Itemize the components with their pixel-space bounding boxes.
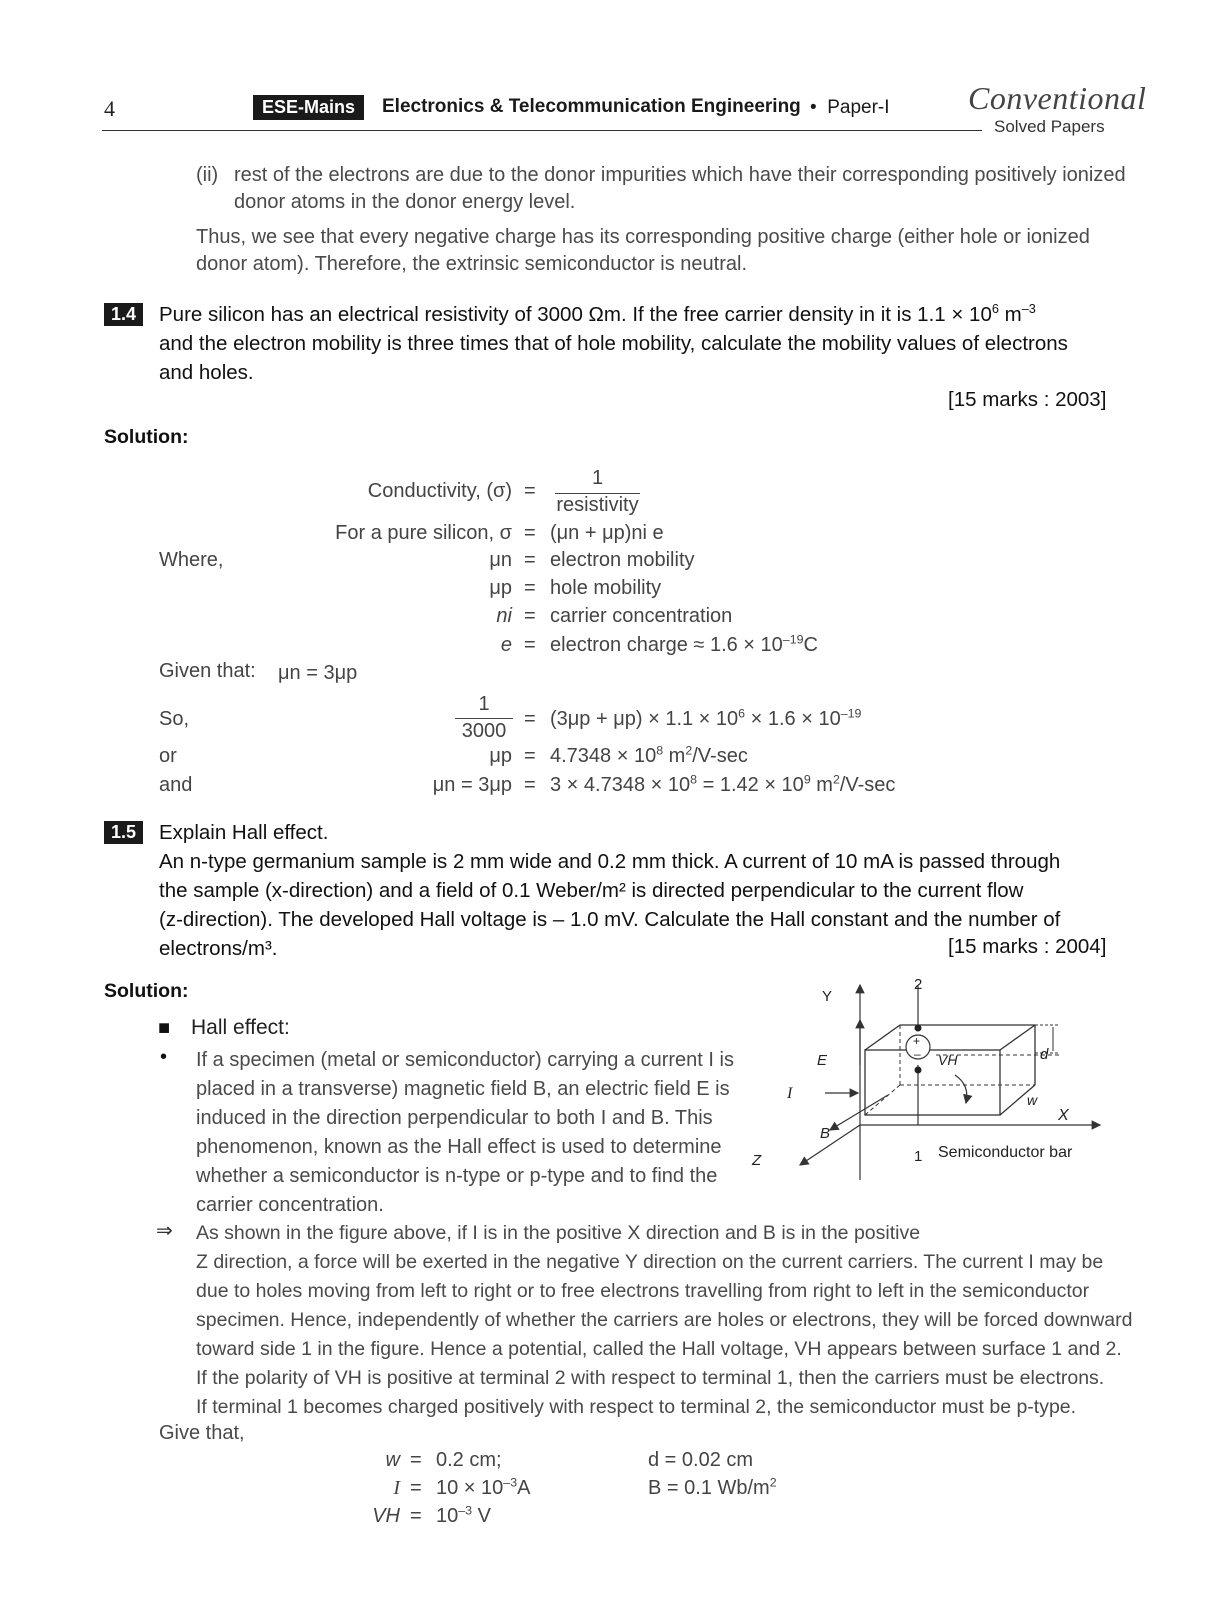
paragraph-line: As shown in the figure above, if I is in the positive X direction and B is in the positive: [196, 1222, 921, 1244]
and-lhs: μn = 3μp: [432, 774, 512, 796]
mu-p-symbol: μp: [489, 577, 512, 599]
equals-sign: =: [410, 1449, 422, 1471]
fraction-numerator: 1: [591, 467, 604, 489]
semiconductor-bar: [865, 1050, 1000, 1115]
brand-subtitle: Solved Papers: [994, 117, 1105, 136]
q14-line1: Pure silicon has an electrical resistivity of 3000 Ωm. If the free carrier density in it is 1.1 × 10: [159, 303, 992, 326]
header-rule: [102, 130, 982, 131]
current-symbol: I: [393, 1477, 400, 1499]
q14-line1-exp: 6: [991, 301, 999, 317]
w-value: 0.2 cm;: [436, 1449, 502, 1471]
label-e: E: [817, 1052, 828, 1069]
figure-caption: Semiconductor bar: [938, 1144, 1073, 1161]
header-paper-label: Paper-I: [827, 97, 890, 118]
magnetic-field-text: B = 0.1 Wb/m: [648, 1477, 770, 1499]
so-rhs-a: (3μp + μp) × 1.1 × 10: [550, 708, 739, 730]
so-fraction-bar: [455, 718, 513, 719]
q14-line2: and the electron mobility is three times that of hole mobility, calculate the mobility values of electrons: [159, 332, 1068, 355]
intro-item-line1: rest of the electrons are due to the donor impurities which have their corresponding positively ionized: [234, 164, 1126, 186]
mu-p-symbol: μp: [489, 745, 512, 767]
given-that-label: Give that,: [159, 1422, 245, 1444]
equals-sign: =: [524, 708, 536, 730]
paragraph-line: carrier concentration.: [196, 1194, 384, 1216]
hall-explanation-paragraph: [196, 1219, 1133, 1422]
equals-sign: =: [524, 605, 536, 627]
equals-sign: =: [524, 745, 536, 767]
q14-line3: and holes.: [159, 361, 254, 384]
intro-conclusion-line1: Thus, we see that every negative charge has its corresponding positive charge (either hole or ionized: [196, 226, 1090, 248]
q14-line1-unit: m: [998, 303, 1022, 326]
label-y: Y: [822, 988, 833, 1005]
magnetic-field-value: [648, 1477, 777, 1500]
and-rhs-unit-exp: 2: [832, 772, 840, 787]
hall-voltage-unit: V: [472, 1505, 491, 1527]
magnetic-field-exp: 2: [769, 1475, 777, 1490]
series-badge: ESE-Mains: [253, 95, 364, 120]
fraction-denominator: resistivity: [556, 494, 639, 516]
equals-sign: =: [524, 634, 536, 656]
d-value: d = 0.02 cm: [648, 1449, 754, 1471]
q15-line4: (z-direction). The developed Hall voltage is – 1.0 mV. Calculate the Hall constant and the number of: [159, 908, 1061, 931]
or-rhs-tail: /V-sec: [692, 745, 748, 767]
header-bullet: •: [810, 97, 817, 118]
equals-sign: =: [524, 577, 536, 599]
voltmeter-plus: +: [913, 1034, 921, 1048]
equals-sign: =: [524, 549, 536, 571]
q15-line5: electrons/m³.: [159, 937, 278, 960]
hall-voltage-text: 10: [436, 1505, 459, 1527]
and-rhs-unit: m: [810, 774, 833, 796]
label-i: I: [787, 1085, 793, 1102]
paragraph-line: If a specimen (metal or semiconductor) carrying a current I is: [196, 1049, 734, 1071]
paragraph-line: specimen. Hence, independently of whether the carriers are holes or electrons, they will be forced downward: [196, 1309, 1133, 1331]
electron-charge-unit: C: [803, 634, 818, 656]
equals-sign: =: [524, 774, 536, 796]
paragraph-line: toward side 1 in the figure. Hence a potential, called the Hall voltage, VH appears between surface 1 and 2.: [196, 1338, 1122, 1360]
and-rhs-a: 3 × 4.7348 × 10: [550, 774, 691, 796]
current-value-unit: A: [517, 1477, 531, 1499]
label-vh: VH: [938, 1052, 958, 1068]
equals-sign: =: [524, 522, 536, 544]
q15-line1: Explain Hall effect.: [159, 821, 329, 844]
where-label: Where,: [159, 549, 224, 571]
given-label: Given that:: [159, 660, 256, 682]
question-number: 1.5: [104, 821, 143, 844]
intro-item-line2: donor atoms in the donor energy level.: [234, 191, 576, 213]
voltmeter-minus: –: [914, 1047, 921, 1061]
paragraph-line: due to holes moving from left to right or to free electrons travelling from right to left in the semiconductor: [196, 1280, 1090, 1302]
label-d: d: [1040, 1046, 1049, 1063]
so-fraction-numerator: 1: [478, 693, 490, 715]
paragraph-line: If the polarity of VH is positive at terminal 2 with respect to terminal 1, then the carriers must be electrons.: [196, 1367, 1105, 1389]
hall-effect-figure: [752, 975, 1130, 1195]
current-value: [436, 1477, 530, 1500]
so-rhs-exp2: –19: [840, 706, 862, 721]
label-b: B: [820, 1125, 831, 1142]
equals-sign: =: [410, 1505, 422, 1527]
so-rhs-exp1: 6: [738, 706, 746, 721]
q15-line3: the sample (x-direction) and a field of 0.1 Weber/m² is directed perpendicular to the current flow: [159, 879, 1024, 902]
or-label: or: [159, 745, 177, 767]
intro-conclusion-line2: donor atom). Therefore, the extrinsic semiconductor is neutral.: [196, 253, 747, 275]
label-terminal-2: 2: [914, 976, 923, 993]
hole-mobility-def: hole mobility: [550, 577, 662, 599]
q14-line1-unit-exp: –3: [1021, 301, 1036, 317]
q14-marks: [15 marks : 2003]: [948, 388, 1107, 411]
square-bullet: ■: [158, 1017, 171, 1039]
current-value-text: 10 × 10: [436, 1477, 504, 1499]
given-equation: μn = 3μp: [278, 662, 358, 684]
or-rhs-unit: m: [663, 745, 686, 767]
question-line: [159, 301, 1036, 330]
electron-mobility-def: electron mobility: [550, 549, 695, 571]
pure-silicon-label: For a pure silicon, σ: [335, 522, 512, 544]
label-z: Z: [752, 1152, 762, 1169]
paragraph-line: induced in the direction perpendicular to both I and B. This: [196, 1107, 713, 1129]
hall-effect-heading: Hall effect:: [191, 1016, 290, 1039]
electron-charge-text: electron charge ≈ 1.6 × 10: [550, 634, 783, 656]
pure-silicon-rhs: (μn + μp)ni e: [550, 522, 664, 544]
mu-n-symbol: μn: [489, 549, 512, 571]
current-value-exp: –3: [503, 1475, 518, 1490]
electron-charge-exp: –19: [782, 632, 804, 647]
header-paper: [810, 97, 890, 119]
and-rhs-tail: /V-sec: [839, 774, 896, 796]
and-rhs-b: = 1.42 × 10: [697, 774, 804, 796]
paragraph-line: If terminal 1 becomes charged positively with respect to terminal 2, the semiconductor must be p-type.: [196, 1396, 1077, 1418]
and-rhs-exp2: 9: [803, 772, 811, 787]
hall-voltage-symbol: VH: [372, 1505, 400, 1527]
or-rhs: [550, 745, 748, 768]
e-symbol: e: [500, 634, 512, 656]
and-rhs-exp1: 8: [690, 772, 698, 787]
or-rhs-exp: 8: [656, 743, 664, 758]
paragraph-line: Z direction, a force will be exerted in the negative Y direction on the current carriers. The current I may be: [196, 1251, 1104, 1273]
paragraph-line: whether a semiconductor is n-type or p-type and to find the: [196, 1165, 718, 1187]
so-rhs: [550, 708, 861, 731]
conductivity-label: Conductivity, (σ): [367, 480, 512, 502]
paragraph-line: phenomenon, known as the Hall effect is used to determine: [196, 1136, 722, 1158]
carrier-concentration-def: carrier concentration: [550, 605, 733, 627]
or-rhs-unit-exp: 2: [685, 743, 693, 758]
solution-label: Solution:: [104, 980, 189, 1002]
so-label: So,: [159, 708, 190, 730]
hall-voltage-value: [436, 1505, 491, 1528]
label-terminal-1: 1: [914, 1148, 923, 1165]
hall-definition-paragraph: [196, 1046, 734, 1220]
brand-logo: Conventional: [968, 80, 1147, 116]
and-rhs: [550, 774, 895, 797]
label-x: X: [1058, 1107, 1069, 1124]
equals-sign: =: [410, 1477, 422, 1499]
intro-item-label: (ii): [196, 164, 219, 186]
dot-bullet: •: [160, 1046, 168, 1068]
so-fraction-denominator: 3000: [461, 720, 507, 742]
implies-arrow: ⇒: [156, 1220, 173, 1242]
hall-voltage-exp: –3: [458, 1503, 473, 1518]
q15-marks: [15 marks : 2004]: [948, 935, 1107, 958]
electron-charge-def: [550, 634, 818, 657]
w-symbol: w: [385, 1449, 400, 1471]
so-rhs-b: × 1.6 × 10: [745, 708, 841, 730]
label-w: w: [1027, 1092, 1038, 1108]
or-rhs-value: 4.7348 × 10: [550, 745, 657, 767]
paragraph-line: placed in a transverse) magnetic field B, an electric field E is: [196, 1078, 730, 1100]
equals-sign: =: [524, 480, 536, 502]
header-title: Electronics & Telecommunication Engineering: [382, 96, 801, 117]
q15-line2: An n-type germanium sample is 2 mm wide and 0.2 mm thick. A current of 10 mA is passed through: [159, 850, 1061, 873]
solution-label: Solution:: [104, 426, 189, 448]
question-number: 1.4: [104, 303, 143, 326]
ni-symbol: ni: [496, 605, 512, 627]
page-number: 4: [104, 96, 115, 121]
and-label: and: [159, 774, 193, 796]
